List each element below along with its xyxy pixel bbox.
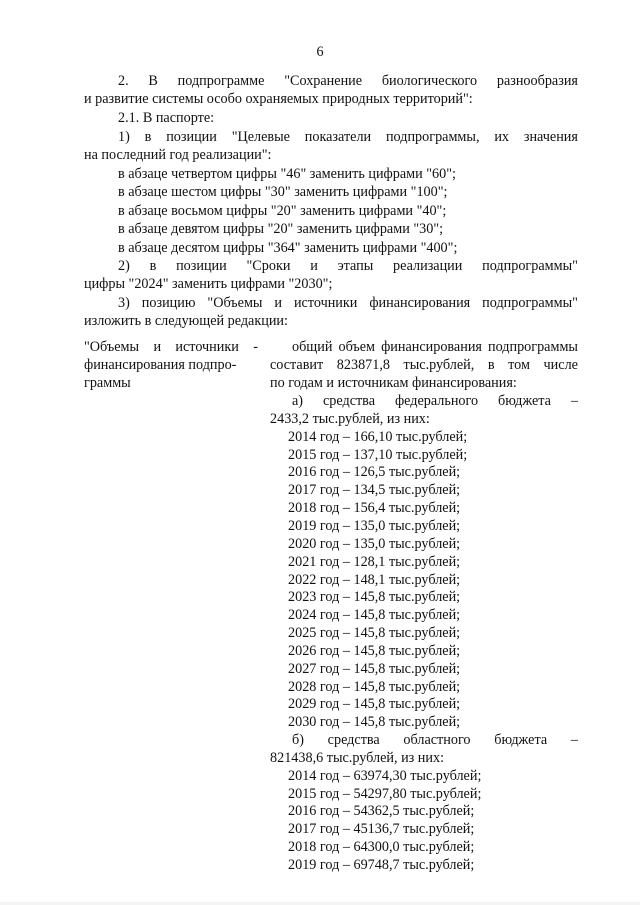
regional-total: 821438,6 тыс.рублей, из них: (270, 750, 445, 766)
federal-year-row: 2020 год – 135,0 тыс.рублей; (288, 536, 461, 552)
federal-heading: а) средства федерального бюджета – (292, 393, 578, 409)
intro-line-11: 2) в позиции "Сроки и этапы реализации подпрограммы" (118, 258, 578, 274)
federal-year-row: 2015 год – 137,10 тыс.рублей; (288, 447, 468, 463)
federal-year-row: 2021 год – 128,1 тыс.рублей; (288, 554, 461, 570)
left-col-line-2: финансирования подпро- (84, 357, 237, 373)
regional-year-row: 2015 год – 54297,80 тыс.рублей; (288, 786, 482, 802)
intro-line-3: 2.1. В паспорте: (118, 110, 215, 126)
intro-line-13: 3) позицию "Объемы и источники финансирования подпрограммы" (118, 295, 578, 311)
intro-line-4: 1) в позиции "Целевые показатели подпрограммы, их значения (118, 129, 578, 145)
regional-heading: б) средства областного бюджета – (292, 732, 578, 748)
federal-year-row: 2014 год – 166,10 тыс.рублей; (288, 429, 468, 445)
federal-year-row: 2027 год – 145,8 тыс.рублей; (288, 661, 461, 677)
federal-year-row: 2029 год – 145,8 тыс.рублей; (288, 696, 461, 712)
intro-line-10: в абзаце десятом цифры "364" заменить цифрами "400"; (118, 240, 458, 256)
regional-year-row: 2017 год – 45136,7 тыс.рублей; (288, 821, 475, 837)
regional-year-row: 2016 год – 54362,5 тыс.рублей; (288, 803, 475, 819)
left-col-line-3: граммы (84, 375, 131, 391)
federal-year-row: 2016 год – 126,5 тыс.рублей; (288, 464, 461, 480)
page-number: 6 (316, 44, 324, 60)
right-col-line-3: по годам и источникам финансирования: (270, 375, 517, 391)
federal-year-row: 2018 год – 156,4 тыс.рублей; (288, 500, 461, 516)
federal-year-row: 2017 год – 134,5 тыс.рублей; (288, 482, 461, 498)
intro-line-5: на последний год реализации": (84, 147, 272, 163)
federal-year-row: 2023 год – 145,8 тыс.рублей; (288, 589, 461, 605)
intro-line-2: и развитие системы особо охраняемых природных территорий": (84, 91, 473, 107)
right-col-line-1: общий объем финансирования подпрограммы (292, 339, 578, 355)
intro-line-9: в абзаце девятом цифры "20" заменить цифрами "30"; (118, 221, 444, 237)
intro-line-14: изложить в следующей редакции: (84, 313, 288, 329)
intro-line-8: в абзаце восьмом цифры "20" заменить цифрами "40"; (118, 203, 447, 219)
regional-year-row: 2014 год – 63974,30 тыс.рублей; (288, 768, 482, 784)
regional-year-row: 2019 год – 69748,7 тыс.рублей; (288, 857, 475, 873)
left-col-line-1: "Объемы и источники - (84, 339, 258, 355)
federal-year-row: 2028 год – 145,8 тыс.рублей; (288, 679, 461, 695)
right-col-line-2: составит 823871,8 тыс.рублей, в том числе (270, 357, 578, 373)
federal-year-row: 2026 год – 145,8 тыс.рублей; (288, 643, 461, 659)
federal-year-row: 2019 год – 135,0 тыс.рублей; (288, 518, 461, 534)
intro-line-12: цифры "2024" заменить цифрами "2030"; (84, 276, 333, 292)
intro-line-6: в абзаце четвертом цифры "46" заменить цифрами "60"; (118, 166, 456, 182)
federal-year-row: 2022 год – 148,1 тыс.рублей; (288, 572, 461, 588)
regional-year-row: 2018 год – 64300,0 тыс.рублей; (288, 839, 475, 855)
federal-total: 2433,2 тыс.рублей, из них: (270, 411, 430, 427)
intro-line-1: 2. В подпрограмме "Сохранение биологического разнообразия (118, 73, 578, 89)
federal-year-row: 2024 год – 145,8 тыс.рублей; (288, 607, 461, 623)
federal-year-row: 2025 год – 145,8 тыс.рублей; (288, 625, 461, 641)
intro-line-7: в абзаце шестом цифры "30" заменить цифрами "100"; (118, 184, 448, 200)
federal-year-row: 2030 год – 145,8 тыс.рублей; (288, 714, 461, 730)
